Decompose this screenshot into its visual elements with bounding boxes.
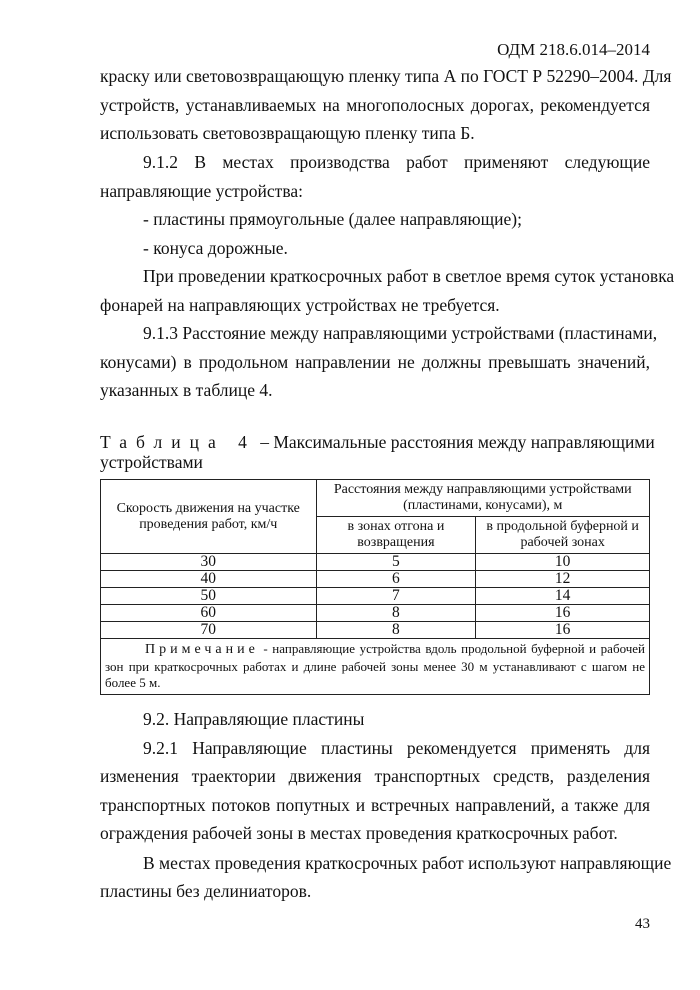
table-cell: 14 <box>476 588 650 605</box>
paragraph <box>100 62 672 148</box>
text-line: При проведении краткосрочных работ в светлое время суток установка <box>143 266 675 286</box>
page-number: 43 <box>635 916 650 932</box>
header-distance: Расстояния между направляющими устройствами (пластинами, конусами), м <box>316 480 649 517</box>
document-code-header: ОДМ 218.6.014–2014 <box>497 40 650 59</box>
table-cell: 8 <box>316 605 476 622</box>
text-line: устройств, устанавливаемых на многополосных дорогах, рекомендуется <box>100 94 650 115</box>
note-label: Примечание <box>145 642 259 657</box>
table-cell: 16 <box>476 622 650 639</box>
table-cell: 7 <box>316 588 476 605</box>
header-zone1: в зонах отгона и возвращения <box>316 517 476 554</box>
table-cell: 5 <box>316 554 476 571</box>
text-line: 9.1.3 Расстояние между направляющими устройствами (пластинами, <box>143 323 658 343</box>
table-cell: 50 <box>101 588 317 605</box>
note-text: - направляющие устройства вдоль продольной буферной и рабочей зон при краткосрочных работах и длине рабочей зоны менее 30 м устанавливают с шагом не более 5 м. <box>105 641 645 690</box>
list-item: - пластины прямоугольные (далее направляющие); <box>143 209 522 229</box>
text-line: конусами) в продольном направлении не должны превышать значений, <box>100 351 650 372</box>
text-line: ограждения рабочей зоны в местах проведения краткосрочных работ. <box>100 823 618 843</box>
table-cell: 16 <box>476 605 650 622</box>
text-line: направляющие устройства: <box>100 180 303 201</box>
table-row <box>101 605 650 622</box>
table-cell: 30 <box>101 554 317 571</box>
caption-text: – Максимальные расстояния между направляющими <box>255 432 655 452</box>
table-note <box>101 639 650 695</box>
section-9-2 <box>100 705 672 906</box>
text-line: указанных в таблице 4. <box>100 380 273 400</box>
text-line: использовать световозвращающую пленку типа Б. <box>100 123 475 143</box>
table-cell: 8 <box>316 622 476 639</box>
text-line: пластины без делиниаторов. <box>100 881 312 901</box>
table-cell: 60 <box>101 605 317 622</box>
text-line: 9.2.1 Направляющие пластины рекомендуется применять для <box>143 737 650 758</box>
text-line: транспортных потоков попутных и встречных направлений, а также для <box>100 794 650 815</box>
text-line: 9.1.2 В местах производства работ применяют следующие <box>143 152 650 172</box>
text-line: краску или световозвращающую пленку типа А по ГОСТ Р 52290–2004. Для <box>100 66 672 86</box>
table-cell: 40 <box>101 571 317 588</box>
caption-text: устройствами <box>100 452 203 472</box>
list-item: - конуса дорожные. <box>143 237 288 258</box>
header-zone2: в продольной буферной и рабочей зонах <box>476 517 650 554</box>
table-row <box>101 588 650 605</box>
caption-label: Таблица 4 <box>100 432 256 452</box>
text-line: В местах проведения краткосрочных работ используют направляющие <box>143 852 672 873</box>
section-heading: 9.2. Направляющие пластины <box>143 709 365 729</box>
text-line: фонарей на направляющих устройствах не требуется. <box>100 294 500 315</box>
table-row <box>101 622 650 639</box>
table-cell: 12 <box>476 571 650 588</box>
table-caption <box>100 432 655 472</box>
table-row <box>101 554 650 571</box>
table-cell: 10 <box>476 554 650 571</box>
table-cell: 6 <box>316 571 476 588</box>
distance-table <box>100 479 650 695</box>
header-speed: Скорость движения на участке проведения работ, км/ч <box>101 480 317 554</box>
table-row <box>101 571 650 588</box>
table-cell: 70 <box>101 622 317 639</box>
paragraph-9-1-2 <box>100 148 675 405</box>
text-line: изменения траектории движения транспортных средств, разделения <box>100 766 650 786</box>
